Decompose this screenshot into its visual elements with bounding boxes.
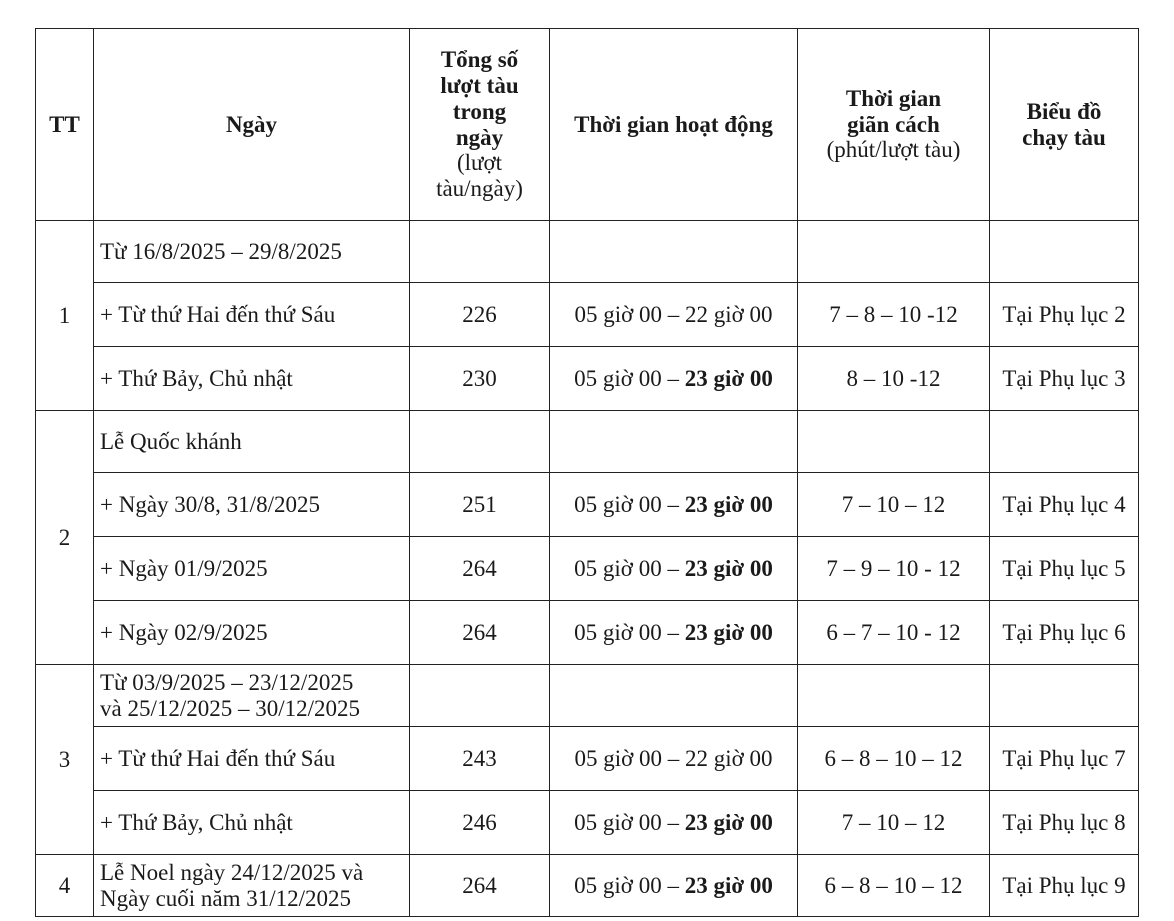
- interval-cell: 6 – 7 – 10 - 12: [798, 601, 990, 665]
- trip-count-cell: 226: [410, 283, 550, 347]
- table-row: [36, 473, 1139, 537]
- header-chart-line1: Biểu đồ: [1026, 98, 1102, 124]
- tt-cell: 4: [36, 855, 94, 917]
- operating-time-cell: 05 giờ 00 – 23 giờ 00: [550, 601, 798, 665]
- operating-time-cell: 05 giờ 00 – 23 giờ 00: [550, 347, 798, 411]
- tt-cell: 1: [36, 221, 94, 411]
- interval-cell: 7 – 10 – 12: [798, 473, 990, 537]
- chart-cell: Tại Phụ lục 3: [990, 347, 1139, 411]
- day-cell: + Ngày 30/8, 31/8/2025: [94, 473, 410, 537]
- day-cell: + Từ thứ Hai đến thứ Sáu: [94, 283, 410, 347]
- header-total-trips: [410, 29, 550, 221]
- header-total-line1: Tổng số: [440, 47, 519, 73]
- day-cell: + Thứ Bảy, Chủ nhật: [94, 791, 410, 855]
- period-line2: và 25/12/2025 – 30/12/2025: [100, 695, 361, 721]
- chart-cell: Tại Phụ lục 2: [990, 283, 1139, 347]
- chart-cell: Tại Phụ lục 9: [990, 855, 1139, 917]
- table-row: [36, 221, 1139, 283]
- header-total-line3: trong: [452, 98, 507, 124]
- operating-time-cell: 05 giờ 00 – 23 giờ 00: [550, 473, 798, 537]
- trip-count-cell: 264: [410, 601, 550, 665]
- period-cell: Lễ Quốc khánh: [94, 411, 410, 473]
- interval-cell: 6 – 8 – 10 – 12: [798, 727, 990, 791]
- interval-cell: 8 – 10 -12: [798, 347, 990, 411]
- table-row: [36, 411, 1139, 473]
- table-row: [36, 601, 1139, 665]
- header-chart: [990, 29, 1139, 221]
- day-cell: + Thứ Bảy, Chủ nhật: [94, 347, 410, 411]
- train-schedule-table: [35, 28, 1139, 917]
- header-total-sub: (lượt tàu/ngày): [436, 150, 523, 201]
- chart-cell: Tại Phụ lục 6: [990, 601, 1139, 665]
- header-total-line2: lượt tàu: [440, 73, 519, 98]
- chart-cell: Tại Phụ lục 8: [990, 791, 1139, 855]
- tt-cell: 3: [36, 665, 94, 855]
- operating-time-cell: 05 giờ 00 – 22 giờ 00: [550, 727, 798, 791]
- header-interval-line2: giãn cách: [847, 111, 940, 137]
- trip-count-cell: 264: [410, 537, 550, 601]
- chart-cell: Tại Phụ lục 5: [990, 537, 1139, 601]
- trip-count-cell: 243: [410, 727, 550, 791]
- chart-cell: Tại Phụ lục 4: [990, 473, 1139, 537]
- interval-cell: 6 – 8 – 10 – 12: [798, 855, 990, 917]
- day-line2: Ngày cuối năm 31/12/2025: [100, 885, 352, 911]
- header-interval: [798, 29, 990, 221]
- table-row: [36, 791, 1139, 855]
- header-tt: TT: [36, 29, 94, 221]
- day-cell: + Ngày 01/9/2025: [94, 537, 410, 601]
- operating-time-cell: 05 giờ 00 – 22 giờ 00: [550, 283, 798, 347]
- period-line1: Từ 03/9/2025 – 23/12/2025: [100, 669, 354, 695]
- header-total-line4: ngày: [455, 124, 504, 150]
- trip-count-cell: 230: [410, 347, 550, 411]
- interval-cell: 7 – 8 – 10 -12: [798, 283, 990, 347]
- table-row: [36, 347, 1139, 411]
- tt-cell: 2: [36, 411, 94, 665]
- trip-count-cell: 264: [410, 855, 550, 917]
- day-line1: Lễ Noel ngày 24/12/2025 và: [100, 859, 364, 885]
- header-operating-time: Thời gian hoạt động: [550, 29, 798, 221]
- table-row: [36, 665, 1139, 727]
- interval-cell: 7 – 9 – 10 - 12: [798, 537, 990, 601]
- table-row: [36, 727, 1139, 791]
- interval-cell: 7 – 10 – 12: [798, 791, 990, 855]
- day-cell: + Từ thứ Hai đến thứ Sáu: [94, 727, 410, 791]
- day-cell: [94, 855, 410, 917]
- operating-time-cell: 05 giờ 00 – 23 giờ 00: [550, 537, 798, 601]
- trip-count-cell: 251: [410, 473, 550, 537]
- header-row: [36, 29, 1139, 221]
- operating-time-cell: 05 giờ 00 – 23 giờ 00: [550, 855, 798, 917]
- period-cell: [94, 665, 410, 727]
- header-day: Ngày: [94, 29, 410, 221]
- chart-cell: Tại Phụ lục 7: [990, 727, 1139, 791]
- header-interval-sub: (phút/lượt tàu): [826, 137, 961, 163]
- period-cell: Từ 16/8/2025 – 29/8/2025: [94, 221, 410, 283]
- table-row: [36, 537, 1139, 601]
- day-cell: + Ngày 02/9/2025: [94, 601, 410, 665]
- trip-count-cell: 246: [410, 791, 550, 855]
- table-row: [36, 855, 1139, 917]
- table-row: [36, 283, 1139, 347]
- header-chart-line2: chạy tàu: [1022, 124, 1106, 150]
- operating-time-cell: 05 giờ 00 – 23 giờ 00: [550, 791, 798, 855]
- header-interval-line1: Thời gian: [845, 85, 942, 111]
